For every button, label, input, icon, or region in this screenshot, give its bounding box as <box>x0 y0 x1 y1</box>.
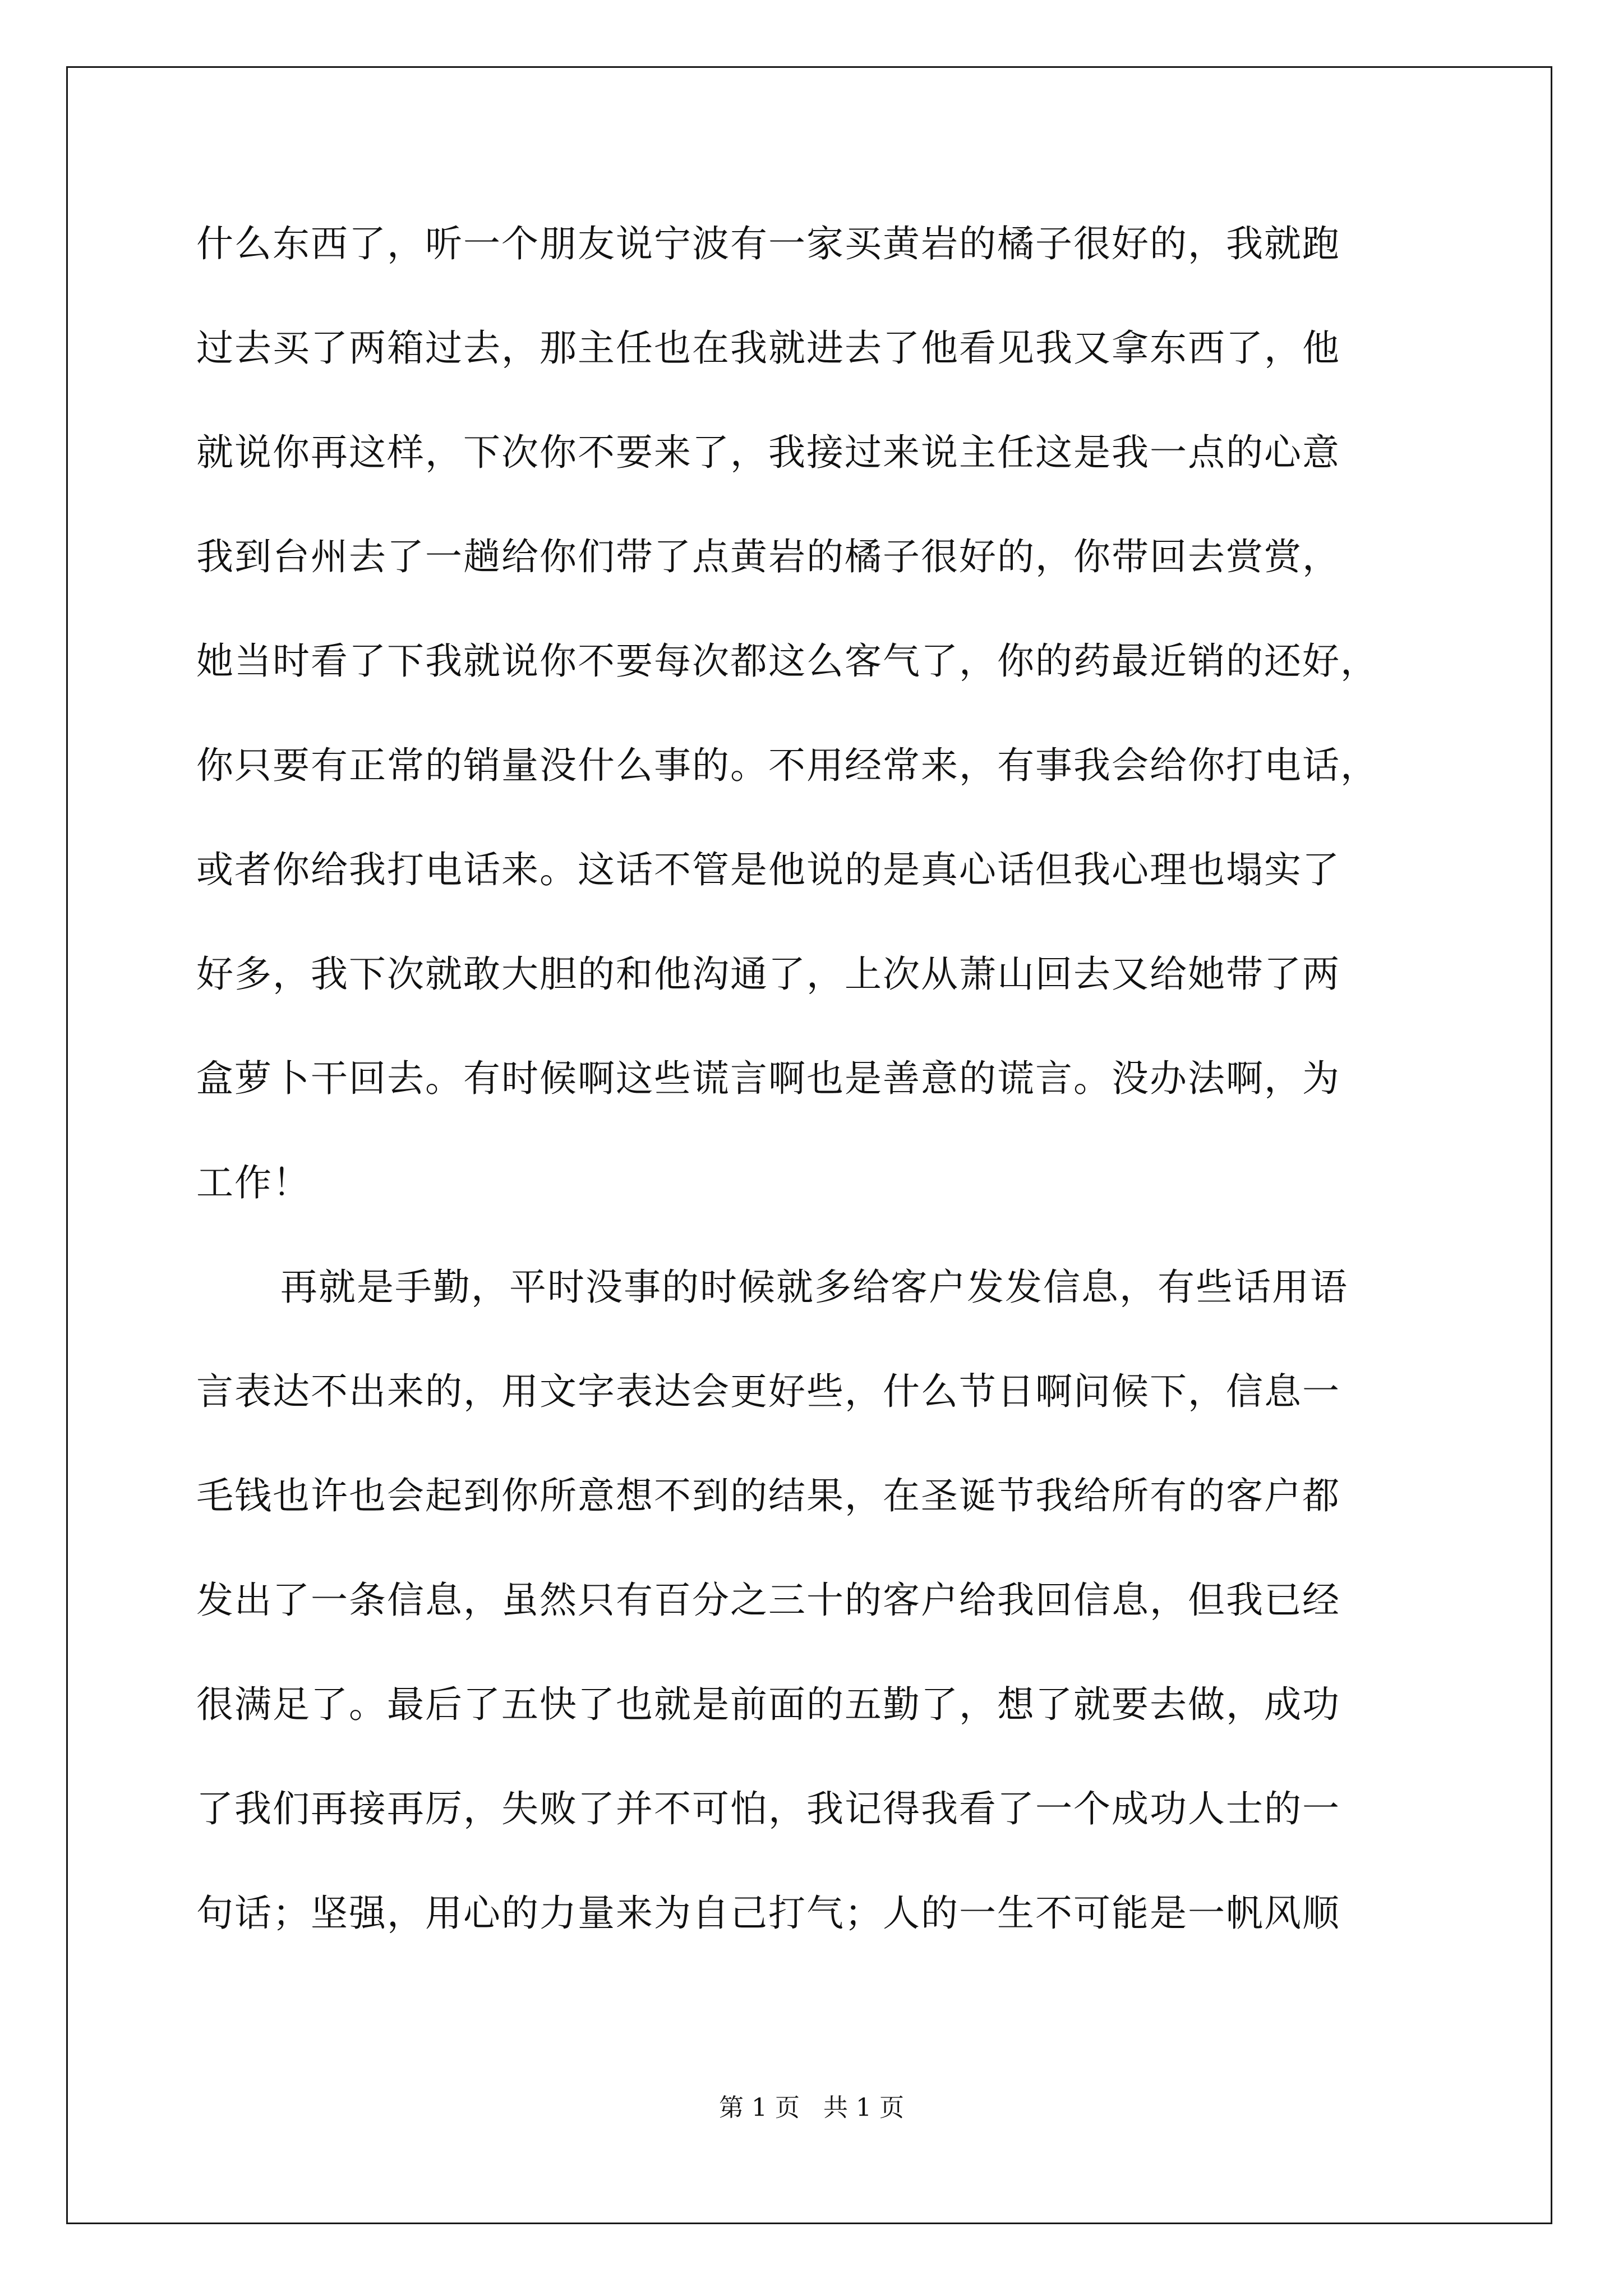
text-line: 什么东西了，听一个朋友说宁波有一家买黄岩的橘子很好的，我就跑 <box>196 222 1340 265</box>
text-line: 了我们再接再厉，失败了并不可怕，我记得我看了一个成功人士的一 <box>196 1787 1340 1830</box>
text-line: 好多，我下次就敢大胆的和他沟通了，上次从萧山回去又给她带了两 <box>196 953 1340 996</box>
text-line: 句话；坚强，用心的力量来为自己打气；人的一生不可能是一帆风顺 <box>196 1892 1340 1935</box>
text-line: 她当时看了下我就说你不要每次都这么客气了，你的药最近销的还好， <box>196 639 1378 683</box>
text-line: 很满足了。最后了五快了也就是前面的五勤了，想了就要去做，成功 <box>196 1683 1340 1726</box>
text-line: 或者你给我打电话来。这话不管是他说的是真心话但我心理也塌实了 <box>196 848 1340 891</box>
text-line: 言表达不出来的，用文字表达会更好些，什么节日啊问候下，信息一 <box>196 1370 1340 1413</box>
document-body <box>196 210 1469 1984</box>
paragraph-first-line: 再就是手勤，平时没事的时候就多给客户发发信息，有些话用语 <box>280 1266 1348 1309</box>
page-number-footer: 第 1 页 共 1 页 <box>719 2093 904 2122</box>
text-line: 我到台州去了一趟给你们带了点黄岩的橘子很好的，你带回去赏赏， <box>196 535 1340 578</box>
text-line: 盒萝卜干回去。有时候啊这些谎言啊也是善意的谎言。没办法啊，为 <box>196 1057 1340 1100</box>
text-line: 就说你再这样，下次你不要来了，我接过来说主任这是我一点的心意 <box>196 431 1340 474</box>
text-line: 工作！ <box>196 1161 311 1204</box>
text-line: 发出了一条信息，虽然只有百分之三十的客户给我回信息，但我已经 <box>196 1579 1340 1622</box>
text-line: 过去买了两箱过去，那主任也在我就进去了他看见我又拿东西了，他 <box>196 326 1340 370</box>
text-line: 你只要有正常的销量没什么事的。不用经常来，有事我会给你打电话， <box>196 744 1378 787</box>
text-line: 毛钱也许也会起到你所意想不到的结果，在圣诞节我给所有的客户都 <box>196 1474 1340 1517</box>
